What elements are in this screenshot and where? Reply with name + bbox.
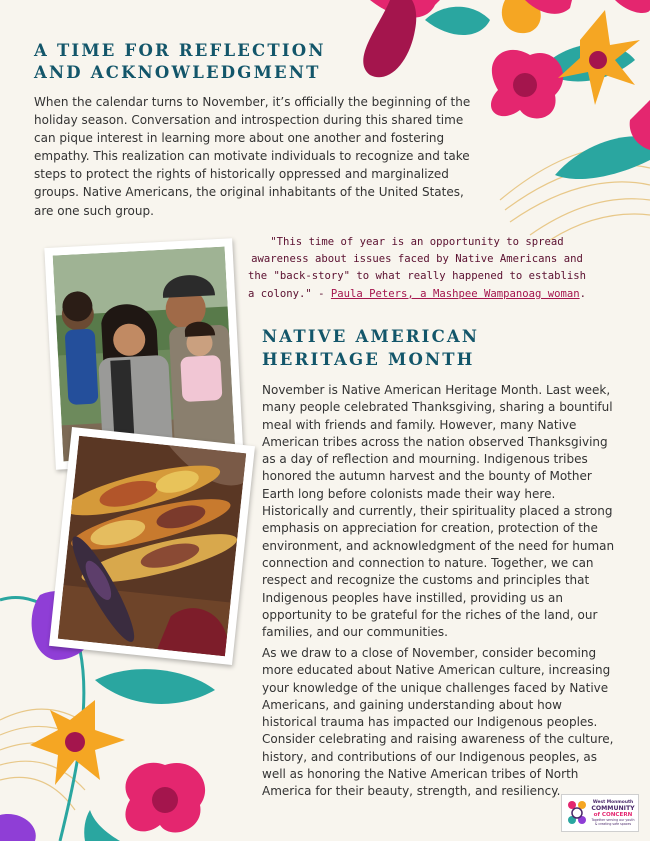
logo-line-4: Together serving our youth & creating safe spaces <box>591 818 635 826</box>
quote-end: . <box>579 287 587 300</box>
logo-line-2: COMMUNITY <box>591 805 635 812</box>
quote-text: "This time of year is an opportunity to spread awareness about issues faced by Native Americans and the "back-story" to what really happened to establish a colony." - <box>247 236 587 300</box>
people-circle-icon <box>565 798 589 828</box>
logo-line-3: of CONCERN <box>593 812 633 818</box>
corn-photo-frame <box>49 427 255 665</box>
intro-paragraph: When the calendar turns to November, it’s officially the beginning of the holiday season. Conversation and introspection during this shared time can pique interest in learning more about one another and fostering empathy. This realization can motivate individuals to recognize and take steps to protect the rights of historically oppressed and marginalized groups. Native Americans, the original inhabitants of the United States, are one such group. <box>34 95 471 218</box>
quote-citation-link[interactable]: Paula Peters, a Mashpee Wampanoag woman <box>330 287 580 300</box>
community-of-concern-logo <box>561 794 639 832</box>
heritage-paragraph-1: November is Native American Heritage Month. Last week, many people celebrated Thanksgiving, sharing a bountiful meal with friends and family. However, many Native American tribes across the nation observed Thanksgiving as a day of reflection and mourning. Indigenous tribes honored the autumn harvest and the bounty of Mother Earth long before colonists made their way here. Historically and currently, their spirituality placed a strong emphasis on appreciation for creation, protection of the environment, and acknowledgment of the need for human connection and connection to nature. Together, we can respect and recognize the customs and principles that Indigenous peoples have instilled, providing us an opportunity to be grateful for the riches of the land, our families, and our communities. <box>262 383 615 640</box>
heritage-paragraph-2: As we draw to a close of November, consider becoming more educated about Native American culture, increasing your knowledge of the unique challenges faced by Native Americans, and gaining understanding about how historical trauma has impacted our Indigenous peoples. Consider celebrating and raising awareness of the culture, history, and contributions of our Indigenous peoples, as well as honoring the Native American tribes of North America for their beauty, strength, and resiliency. <box>262 646 614 799</box>
logo-line-1: West Monmouth <box>592 800 634 805</box>
section-title-heritage-month: NATIVE AMERICAN HERITAGE MONTH <box>262 327 480 369</box>
indian-corn-photo <box>58 436 246 656</box>
logo-text <box>591 800 635 826</box>
quote-block <box>247 234 587 303</box>
section-title-reflection: A TIME FOR REFLECTION AND ACKNOWLEDGMENT <box>34 41 326 82</box>
